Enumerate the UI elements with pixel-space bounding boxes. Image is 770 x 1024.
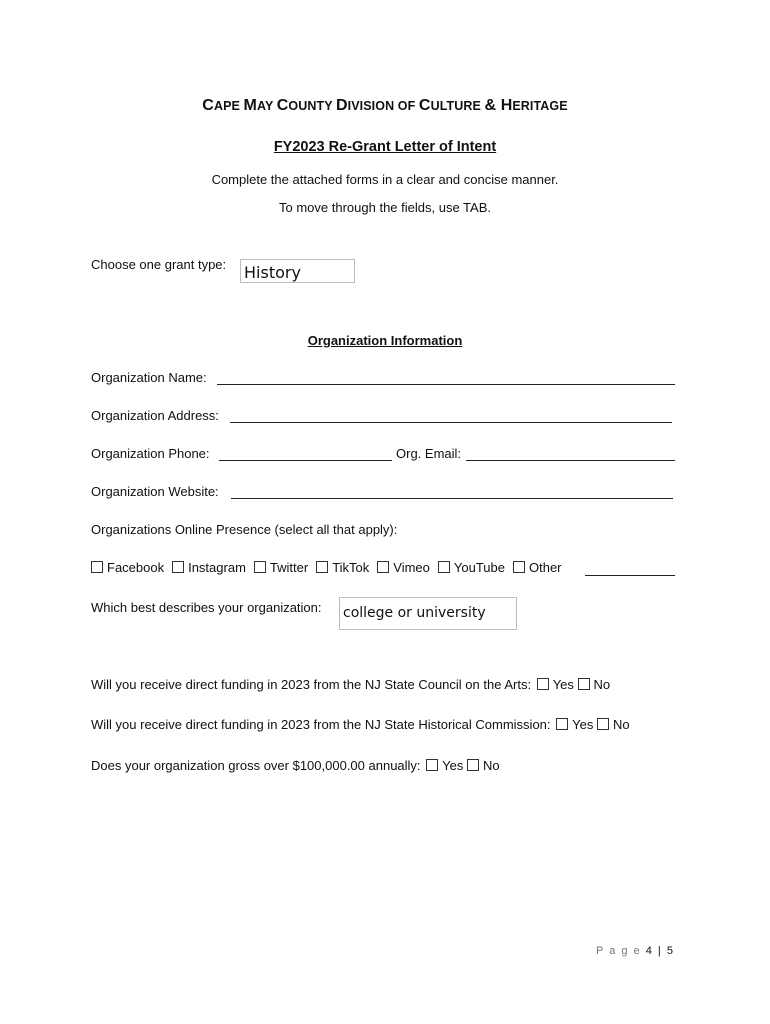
question-gross-revenue: Does your organization gross over $100,000.00 annually: Yes No	[91, 758, 500, 773]
org-website-label: Organization Website:	[91, 484, 219, 499]
checkbox-gross-yes[interactable]	[426, 759, 438, 771]
title-part: &	[484, 97, 501, 114]
org-email-field[interactable]	[466, 460, 675, 461]
title-part: H	[500, 97, 513, 114]
title-part: D	[336, 97, 348, 114]
title-part: ULTURE	[430, 99, 485, 113]
option-twitter[interactable]: Twitter	[254, 560, 308, 575]
instruction-line-2: To move through the fields, use TAB.	[279, 200, 491, 215]
option-facebook[interactable]: Facebook	[91, 560, 164, 575]
title-part: M	[243, 97, 257, 114]
option-other[interactable]: Other	[513, 560, 562, 575]
page-separator: |	[657, 945, 663, 957]
page-word: P a g e	[596, 945, 642, 957]
total-pages: 5	[666, 945, 675, 957]
checkbox-vimeo[interactable]	[377, 561, 389, 573]
online-presence-options	[91, 560, 565, 575]
online-presence-label: Organizations Online Presence (select all that apply):	[91, 522, 398, 537]
org-phone-field[interactable]	[219, 460, 392, 461]
checkbox-historical-yes[interactable]	[556, 718, 568, 730]
checkbox-arts-no[interactable]	[578, 678, 590, 690]
checkbox-youtube[interactable]	[438, 561, 450, 573]
org-website-field[interactable]	[231, 498, 673, 499]
title-part: OUNTY	[288, 99, 336, 113]
title-part: C	[276, 97, 289, 114]
document-subtitle: FY2023 Re-Grant Letter of Intent	[273, 139, 497, 155]
other-presence-field[interactable]	[585, 575, 675, 576]
checkbox-tiktok[interactable]	[316, 561, 328, 573]
grant-type-label: Choose one grant type:	[91, 257, 227, 272]
title-part: IVISION OF	[347, 99, 419, 113]
page-number: 4	[645, 945, 654, 957]
title-part: C	[202, 97, 214, 114]
org-type-select[interactable]	[339, 597, 517, 630]
section-heading-org-info: Organization Information	[307, 333, 463, 348]
option-vimeo[interactable]: Vimeo	[377, 560, 430, 575]
org-email-label: Org. Email:	[396, 446, 462, 461]
org-type-label: Which best describes your organization:	[91, 600, 322, 615]
question-nj-historical: Will you receive direct funding in 2023 from the NJ State Historical Commission: Yes No	[91, 717, 630, 732]
title-part: C	[418, 97, 431, 114]
org-name-field[interactable]	[217, 384, 675, 385]
org-phone-label: Organization Phone:	[91, 446, 210, 461]
grant-type-value: History	[244, 263, 301, 282]
title-part: ERITAGE	[512, 99, 568, 113]
checkbox-arts-yes[interactable]	[537, 678, 549, 690]
page-footer	[596, 945, 674, 957]
checkbox-instagram[interactable]	[172, 561, 184, 573]
org-type-value: college or university	[343, 605, 486, 621]
question-nj-arts: Will you receive direct funding in 2023 from the NJ State Council on the Arts: Yes No	[91, 677, 611, 692]
checkbox-gross-no[interactable]	[467, 759, 479, 771]
org-name-label: Organization Name:	[91, 370, 207, 385]
grant-type-select[interactable]	[240, 259, 355, 283]
title-part: AY	[256, 99, 277, 113]
checkbox-twitter[interactable]	[254, 561, 266, 573]
option-instagram[interactable]: Instagram	[172, 560, 246, 575]
org-address-label: Organization Address:	[91, 408, 219, 423]
option-youtube[interactable]: YouTube	[438, 560, 505, 575]
checkbox-other[interactable]	[513, 561, 525, 573]
document-title	[0, 97, 770, 115]
instruction-line-1: Complete the attached forms in a clear and concise manner.	[211, 172, 559, 187]
org-address-field[interactable]	[230, 422, 672, 423]
title-part: APE	[213, 99, 244, 113]
checkbox-historical-no[interactable]	[597, 718, 609, 730]
checkbox-facebook[interactable]	[91, 561, 103, 573]
option-tiktok[interactable]: TikTok	[316, 560, 369, 575]
